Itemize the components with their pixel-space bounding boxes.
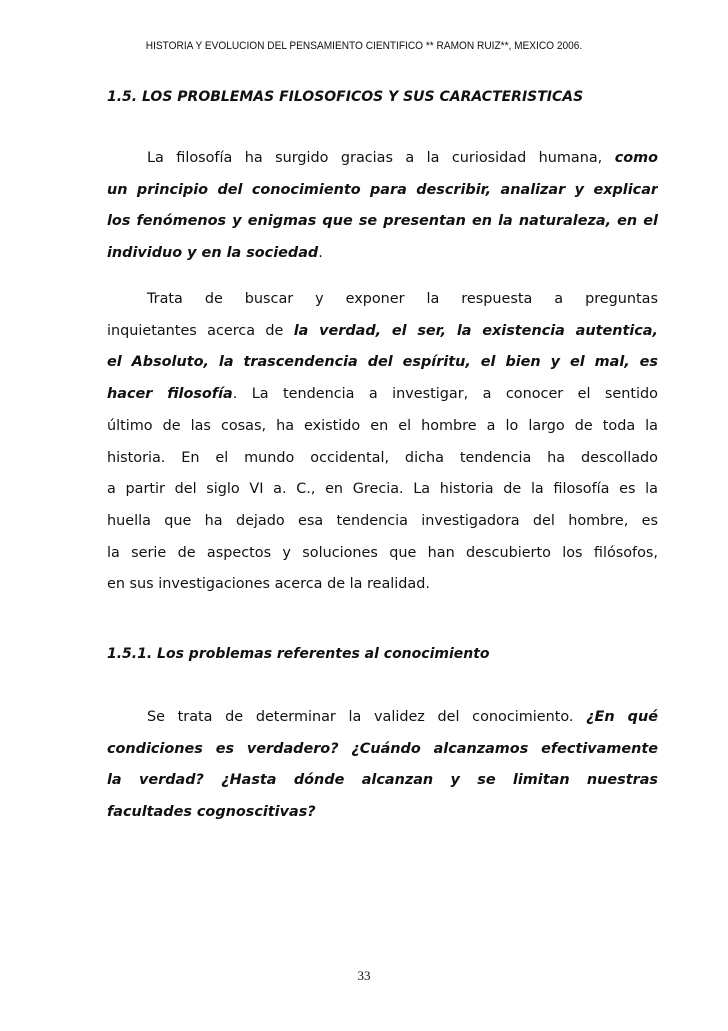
text-line [107,347,658,379]
text-line [107,538,658,570]
text-line [107,284,658,316]
body-text: a partir del siglo VI a. C., en Grecia. La historia de la filosofía es la [107,481,658,498]
emphasis-text: un principio del conocimiento para describir, analizar y explicar [107,181,658,198]
emphasis-text: los fenómenos y enigmas que se presentan en la naturaleza, en el [107,213,658,230]
emphasis-text: el Absoluto, la trascendencia del espíritu, el bien y el mal, es [107,354,658,371]
emphasis-text: hacer filosofía [107,386,233,403]
body-text: huella que ha dejado esa tendencia investigadora del hombre, es [107,512,658,529]
emphasis-text: individuo y en la sociedad [107,245,319,262]
text-line [107,734,658,766]
body-text: historia. En el mundo occidental, dicha tendencia ha descollado [107,449,658,466]
subsection-heading: 1.5.1. Los problemas referentes al conocimiento [107,646,490,662]
text-line [107,443,658,475]
emphasis-text: como [614,150,658,166]
emphasis-text: la verdad? ¿Hasta dónde alcanzan y se limitan nuestras [107,772,658,789]
text-line [107,379,658,411]
body-text: . La tendencia a investigar, a conocer el sentido [232,386,658,403]
body-text: . [318,245,323,262]
text-line [107,143,658,175]
paragraph-philosophy-origin [107,143,658,270]
text-line [107,506,658,538]
emphasis-text: ¿En qué [586,709,658,725]
body-text: último de las cosas, ha existido en el hombre a lo largo de toda la [107,417,658,434]
text-line [107,702,658,734]
body-text: Trata de buscar y exponer la respuesta a preguntas [147,291,658,307]
body-text: Se trata de determinar la validez del conocimiento. [147,709,587,725]
body-text: la serie de aspectos y soluciones que han descubierto los filósofos, [107,544,658,561]
section-heading: 1.5. LOS PROBLEMAS FILOSOFICOS Y SUS CARACTERISTICAS [107,89,584,105]
page-number: 33 [357,968,371,983]
text-line [107,175,658,207]
emphasis-text: la verdad, el ser, la existencia autentica, [293,322,658,339]
paragraph-knowledge-problems [107,702,658,829]
body-text: La filosofía ha surgido gracias a la curiosidad humana, [147,150,615,166]
text-line [107,765,658,797]
paragraph-philosophy-questions [107,284,658,601]
text-line [107,238,658,270]
text-line [107,474,658,506]
text-line [107,206,658,238]
emphasis-text: condiciones es verdadero? ¿Cuándo alcanzamos efectivamente [107,740,658,757]
body-text: inquietantes acerca de [107,322,294,339]
text-line [107,569,658,601]
running-header: HISTORIA Y EVOLUCION DEL PENSAMIENTO CIENTIFICO ** RAMON RUIZ**, MEXICO 2006. [145,40,583,52]
body-text: en sus investigaciones acerca de la realidad. [107,576,430,593]
emphasis-text: facultades cognoscitivas? [107,804,316,821]
text-line [107,316,658,348]
text-line [107,797,658,829]
text-line [107,411,658,443]
